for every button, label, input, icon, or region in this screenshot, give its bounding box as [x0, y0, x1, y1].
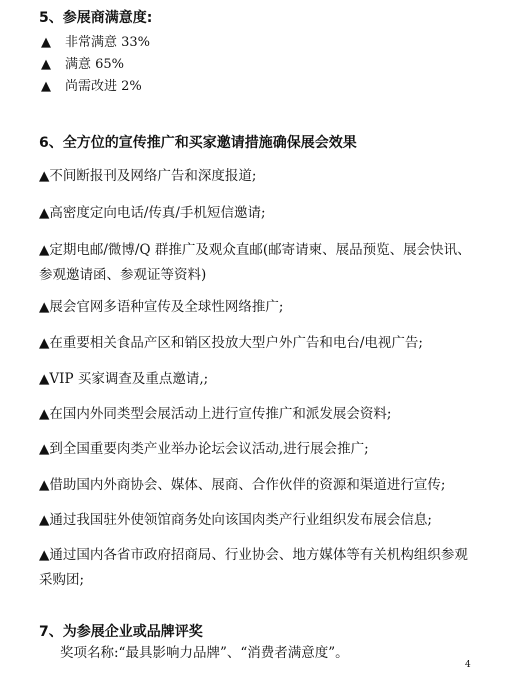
- satisfaction-text: 满意 65%: [65, 57, 125, 72]
- section-6-title: 6、全方位的宣传推广和买家邀请措施确保展会效果: [39, 135, 357, 151]
- triangle-bullet-icon: ▲: [41, 35, 51, 50]
- section-7-title: 7、为参展企业或品牌评奖: [39, 624, 203, 640]
- promotion-item: ▲到全国重要肉类产业举办论坛会议活动,进行展会推广;: [39, 441, 369, 457]
- satisfaction-text: 非常满意 33%: [65, 35, 151, 50]
- promotion-item: ▲通过国内各省市政府招商局、行业协会、地方媒体等有关机构组织参观采购团;: [39, 547, 468, 588]
- section-5-title: 5、参展商满意度:: [39, 10, 153, 26]
- satisfaction-item: [41, 34, 150, 52]
- award-names: 奖项名称:“最具影响力品牌”、“消费者满意度”。: [60, 645, 349, 661]
- promotion-item: ▲定期电邮/微博/Q 群推广及观众直邮(邮寄请柬、展品预览、展会快讯、参观邀请函、参观证等资料): [39, 242, 471, 283]
- promotion-item: ▲在重要相关食品产区和销区投放大型户外广告和电台/电视广告;: [39, 335, 423, 351]
- triangle-bullet-icon: ▲: [41, 79, 51, 94]
- promotion-item: ▲VIP 买家调查及重点邀请,;: [39, 371, 209, 387]
- page-number: 4: [465, 660, 471, 670]
- promotion-item: ▲借助国内外商协会、媒体、展商、合作伙伴的资源和渠道进行宣传;: [39, 477, 446, 493]
- promotion-item: ▲高密度定向电话/传真/手机短信邀请;: [39, 205, 266, 221]
- promotion-item: ▲在国内外同类型会展活动上进行宣传推广和派发展会资料;: [39, 406, 392, 422]
- triangle-bullet-icon: ▲: [41, 57, 51, 72]
- satisfaction-text: 尚需改进 2%: [65, 79, 142, 94]
- promotion-item: ▲展会官网多语种宣传及全球性网络推广;: [39, 299, 284, 315]
- promotion-item: ▲通过我国驻外使领馆商务处向该国肉类产行业组织发布展会信息;: [39, 512, 432, 528]
- satisfaction-item: [41, 78, 142, 96]
- satisfaction-item: [41, 56, 124, 74]
- promotion-item: ▲不间断报刊及网络广告和深度报道;: [39, 168, 257, 184]
